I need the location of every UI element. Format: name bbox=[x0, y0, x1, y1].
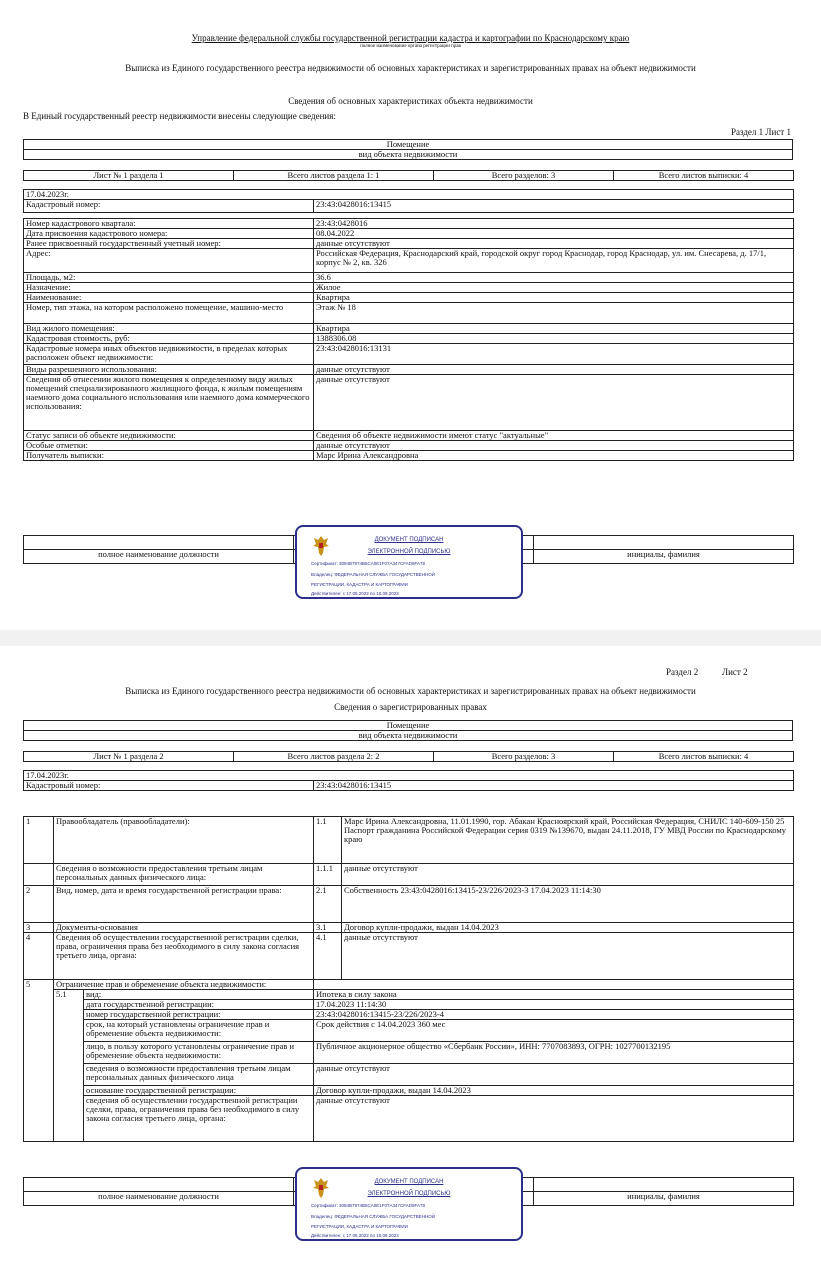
object-type-caption: вид объекта недвижимости bbox=[24, 731, 793, 741]
info-row: Вид жилого помещения: Квартира bbox=[24, 324, 794, 334]
electronic-signature-stamp bbox=[295, 1167, 523, 1241]
info-row: Получатель выписки: Марс Ирина Александровна bbox=[24, 451, 794, 461]
sheets-total: Всего листов выписки: 4 bbox=[614, 752, 794, 762]
cadastral-label: Кадастровый номер: bbox=[24, 781, 314, 791]
electronic-signature-stamp bbox=[295, 525, 523, 599]
encumbrance-row: дата государственной регистрации: 17.04.2023 11:14:30 bbox=[24, 1000, 794, 1010]
info-row: Дата присвоения кадастрового номера: 08.04.2022 bbox=[24, 229, 794, 239]
info-row: Адрес: Российская Федерация, Краснодарский край, городской округ город Краснодар, город Краснодар, ул. им. Снесарева, д. 17/1, корпус № 2, кв. 326 bbox=[24, 249, 794, 273]
encumbrance-row: сведения об осуществлении государственной регистрации сделки, права, ограничения права без необходимого в силу закона согласия третьего лица, органа: данные отсутствуют bbox=[24, 1096, 794, 1142]
sheet-info-table bbox=[23, 170, 794, 181]
agency-name: Управление федеральной службы государственной регистрации кадастра и картографии по Краснодарскому краю bbox=[191, 33, 630, 43]
sheet-info-table-2 bbox=[23, 751, 794, 762]
object-type: Помещение bbox=[24, 721, 793, 731]
object-type-table bbox=[23, 139, 793, 160]
rights-row: 4 Сведения об осуществлении государственной регистрации сделки, права, ограничения права без необходимого в силу закона согласия третьего лица, органа: 4.1 данные отсутствуют bbox=[24, 933, 794, 980]
stamp-line2: ЭЛЕКТРОННОЙ ПОДПИСЬЮ bbox=[367, 1191, 451, 1197]
info-row: Номер, тип этажа, на котором расположено помещение, машино-место Этаж № 18 bbox=[24, 303, 794, 324]
rights-row: 1 Правообладатель (правообладатели): 1.1 Марс Ирина Александровна, 11.01.1990, гор. Абакан Красноярский край, Российская Федерация, СНИЛС 140-609-150 25 Паспорт гражданина Российской Федерации серия 0319 №139670, выдан 24.11.2018, ГУ МВД России по Краснодарскому краю bbox=[24, 817, 794, 864]
section-title-2: Сведения о зарегистрированных правах bbox=[334, 702, 487, 712]
info-row: Назначение: Жилое bbox=[24, 283, 794, 293]
extract-title-2: Выписка из Единого государственного реестра недвижимости об основных характеристиках и зарегистрированных правах на объект недвижимости bbox=[125, 686, 696, 696]
rights-row: 3 Документы-основания 3.1 Договор купли-продажи, выдан 14.04.2023 bbox=[24, 923, 794, 933]
info-row: Кадастровые номера иных объектов недвижимости, в пределах которых расположен объект недвижимости: 23:43:0428016:13131 bbox=[24, 344, 794, 365]
section-title: Сведения об основных характеристиках объекта недвижимости bbox=[288, 96, 533, 106]
sheets-in-section: Всего листов раздела 1: 1 bbox=[234, 171, 434, 181]
info-row: Наименование: Квартира bbox=[24, 293, 794, 303]
stamp-owner2: РЕГИСТРАЦИИ, КАДАСТРА И КАРТОГРАФИИ bbox=[311, 1224, 408, 1229]
extract-page-2 bbox=[0, 646, 821, 1281]
stamp-owner1: Владелец: ФЕДЕРАЛЬНАЯ СЛУЖБА ГОСУДАРСТВЕННОЙ bbox=[311, 1214, 435, 1219]
rights-row: 2 Вид, номер, дата и время государственной регистрации права: 2.1 Собственность 23:43:0428016:13415-23/226/2023-3 17.04.2023 11:14:30 bbox=[24, 886, 794, 923]
cadastral-value: 23:43:0428016:13415 bbox=[314, 781, 794, 791]
cadastral-table-2 bbox=[23, 770, 794, 791]
object-type-caption: вид объекта недвижимости bbox=[24, 150, 793, 160]
main-info-table bbox=[23, 189, 794, 461]
info-row: Сведения об отнесении жилого помещения к определенному виду жилых помещений специализированного жилищного фонда, к жилым помещениям наемного дома социального использования или наемного дома коммерческого использования: данные отсутствуют bbox=[24, 375, 794, 431]
encumbrance-row: 5.1 вид: Ипотека в силу закона bbox=[24, 990, 794, 1000]
info-row: Статус записи об объекте недвижимости: Сведения об объекте недвижимости имеют статус "актуальные" bbox=[24, 431, 794, 441]
stamp-valid: Действителен: с 17.05.2022 по 10.08.2023 bbox=[311, 1233, 399, 1238]
stamp-cert: Сертификат: 3094B7974B5CA0E1F07A347CFAD9FA78 bbox=[311, 561, 426, 566]
sig-initials-caption: инициалы, фамилия bbox=[534, 1192, 794, 1206]
stamp-cert: Сертификат: 3094B7974B5CA0E1F07A347CFAD9FA78 bbox=[311, 1203, 426, 1208]
sig-initials-caption: инициалы, фамилия bbox=[534, 550, 794, 564]
agency-caption: полное наименование органа регистрации прав bbox=[360, 44, 461, 49]
rights-row: 5 Ограничение прав и обременение объекта недвижимости: bbox=[24, 980, 794, 990]
object-type: Помещение bbox=[24, 140, 793, 150]
extract-page-1 bbox=[0, 0, 821, 630]
info-row: Площадь, м2: 36.6 bbox=[24, 273, 794, 283]
section-ref: Раздел 1 Лист 1 bbox=[730, 127, 791, 137]
sheets-in-section: Всего листов раздела 2: 2 bbox=[234, 752, 434, 762]
stamp-owner1: Владелец: ФЕДЕРАЛЬНАЯ СЛУЖБА ГОСУДАРСТВЕННОЙ bbox=[311, 572, 435, 577]
rights-row: Сведения о возможности предоставления третьим лицам персональных данных физического лица: 1.1.1 данные отсутствуют bbox=[24, 864, 794, 886]
sig-position-caption: полное наименование должности bbox=[24, 1192, 294, 1206]
object-type-table-2 bbox=[23, 720, 793, 741]
rights-table bbox=[23, 816, 794, 1142]
encumbrance-row: лицо, в пользу которого установлены ограничение прав и обременение объекта недвижимости: Публичное акционерное общество «Сбербанк России», ИНН: 7707083893, ОГРН: 1027700132195 bbox=[24, 1042, 794, 1064]
encumbrance-row: сведения о возможности предоставления третьим лицам персональных данных физического лица данные отсутствуют bbox=[24, 1064, 794, 1086]
stamp-line1: ДОКУМЕНТ ПОДПИСАН bbox=[374, 1179, 444, 1185]
sheets-total: Всего листов выписки: 4 bbox=[614, 171, 794, 181]
sections-total: Всего разделов: 3 bbox=[434, 171, 614, 181]
sheet-no: Лист № 1 раздела 2 bbox=[24, 752, 234, 762]
sections-total: Всего разделов: 3 bbox=[434, 752, 614, 762]
cadastral-value: 23:43:0428016:13415 bbox=[314, 200, 794, 213]
intro-text: В Единый государственный реестр недвижимости внесены следующие сведения: bbox=[23, 111, 336, 121]
sheet-no: Лист № 1 раздела 1 bbox=[24, 171, 234, 181]
info-row: Виды разрешенного использования: данные отсутствуют bbox=[24, 365, 794, 375]
extract-date: 17.04.2023г. bbox=[24, 771, 794, 781]
extract-date: 17.04.2023г. bbox=[24, 190, 794, 200]
stamp-owner2: РЕГИСТРАЦИИ, КАДАСТРА И КАРТОГРАФИИ bbox=[311, 582, 408, 587]
sig-position-caption: полное наименование должности bbox=[24, 550, 294, 564]
extract-title: Выписка из Единого государственного реестра недвижимости об основных характеристиках и зарегистрированных правах на объект недвижимости bbox=[125, 63, 696, 73]
encumbrance-row: срок, на который установлены ограничение прав и обременение объекта недвижимости: Срок действия с 14.04.2023 360 мес bbox=[24, 1020, 794, 1042]
stamp-line1: ДОКУМЕНТ ПОДПИСАН bbox=[374, 537, 444, 543]
stamp-valid: Действителен: с 17.05.2022 по 10.08.2023 bbox=[311, 591, 399, 596]
sheet-ref-2: Лист 2 bbox=[722, 667, 748, 677]
section-ref-2: Раздел 2 bbox=[666, 667, 699, 677]
info-row: Номер кадастрового квартала: 23:43:0428016 bbox=[24, 219, 794, 229]
encumbrance-row: номер государственной регистрации: 23:43:0428016:13415-23/226/2023-4 bbox=[24, 1010, 794, 1020]
info-row: Особые отметки: данные отсутствуют bbox=[24, 441, 794, 451]
cadastral-label: Кадастровый номер: bbox=[24, 200, 314, 213]
encumbrance-row: основание государственной регистрации: Договор купли-продажи, выдан 14.04.2023 bbox=[24, 1086, 794, 1096]
info-row: Кадастровая стоимость, руб: 1388306.08 bbox=[24, 334, 794, 344]
info-row: Ранее присвоенный государственный учетный номер: данные отсутствуют bbox=[24, 239, 794, 249]
stamp-line2: ЭЛЕКТРОННОЙ ПОДПИСЬЮ bbox=[367, 549, 451, 555]
